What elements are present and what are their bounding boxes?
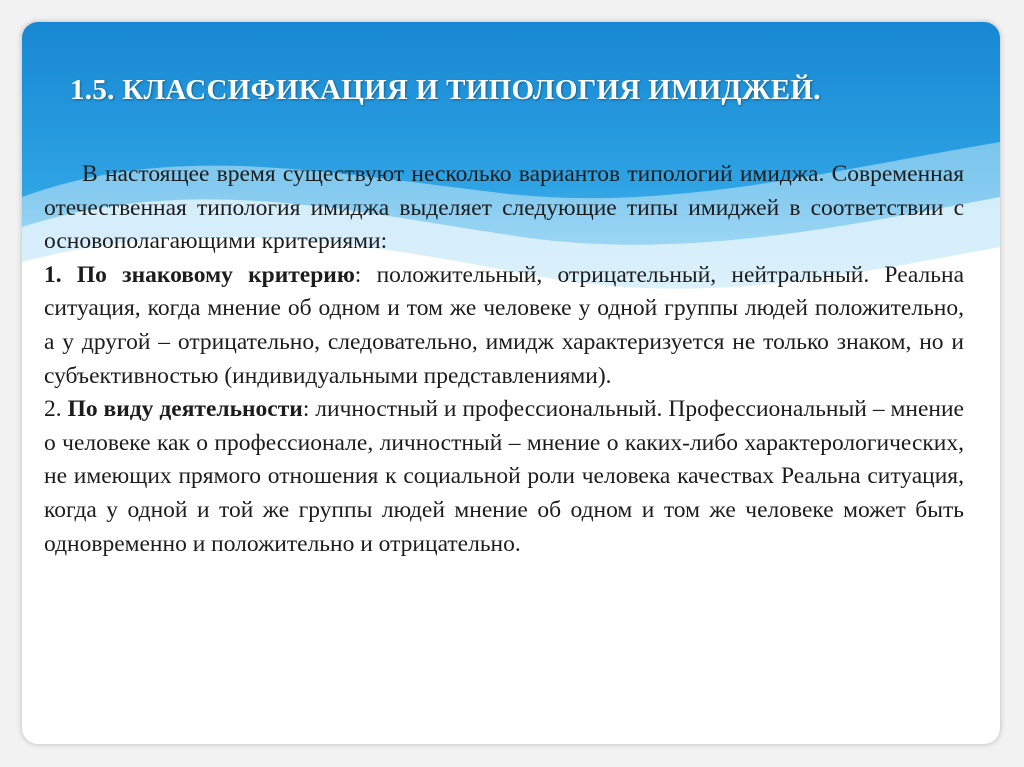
slide-body (44, 158, 964, 561)
item2-text: : личностный и профессиональный. Профессиональный – мнение о человеке как о профессионале, личностный – мнение о каких-либо характерологических, не имеющих прямого отношения к социальной роли человека качествах Реальна ситуация, когда у одной и той же группы людей мнение об одном и том же человеке может быть одновременно и положительно и отрицательно. (44, 396, 964, 557)
item1-heading: По знаковому критерию (76, 261, 355, 288)
slide (22, 22, 1000, 744)
intro-paragraph: В настоящее время существуют несколько вариантов типологий имиджа. Современная отечественная типология имиджа выделяет следующие типы имиджей в соответствии с основополагающими критериями: (44, 161, 964, 255)
item1-number: 1. (44, 261, 62, 288)
slide-title: 1.5. КЛАССИФИКАЦИЯ И ТИПОЛОГИЯ ИМИДЖЕЙ. (70, 74, 821, 106)
item2-heading: По виду деятельности (67, 396, 303, 423)
list-item-sign-criterion (44, 259, 964, 393)
list-item-activity-type (44, 393, 964, 561)
item1-text: : положительный, отрицательный, нейтральный. Реальна ситуация, когда мнение об одном и том же человеке у одной группы людей положительно, а у другой – отрицательно, следовательно, имидж характеризуется не только знаком, но и субъективностью (индивидуальными представлениями). (44, 261, 964, 389)
item2-number: 2. (44, 396, 62, 423)
